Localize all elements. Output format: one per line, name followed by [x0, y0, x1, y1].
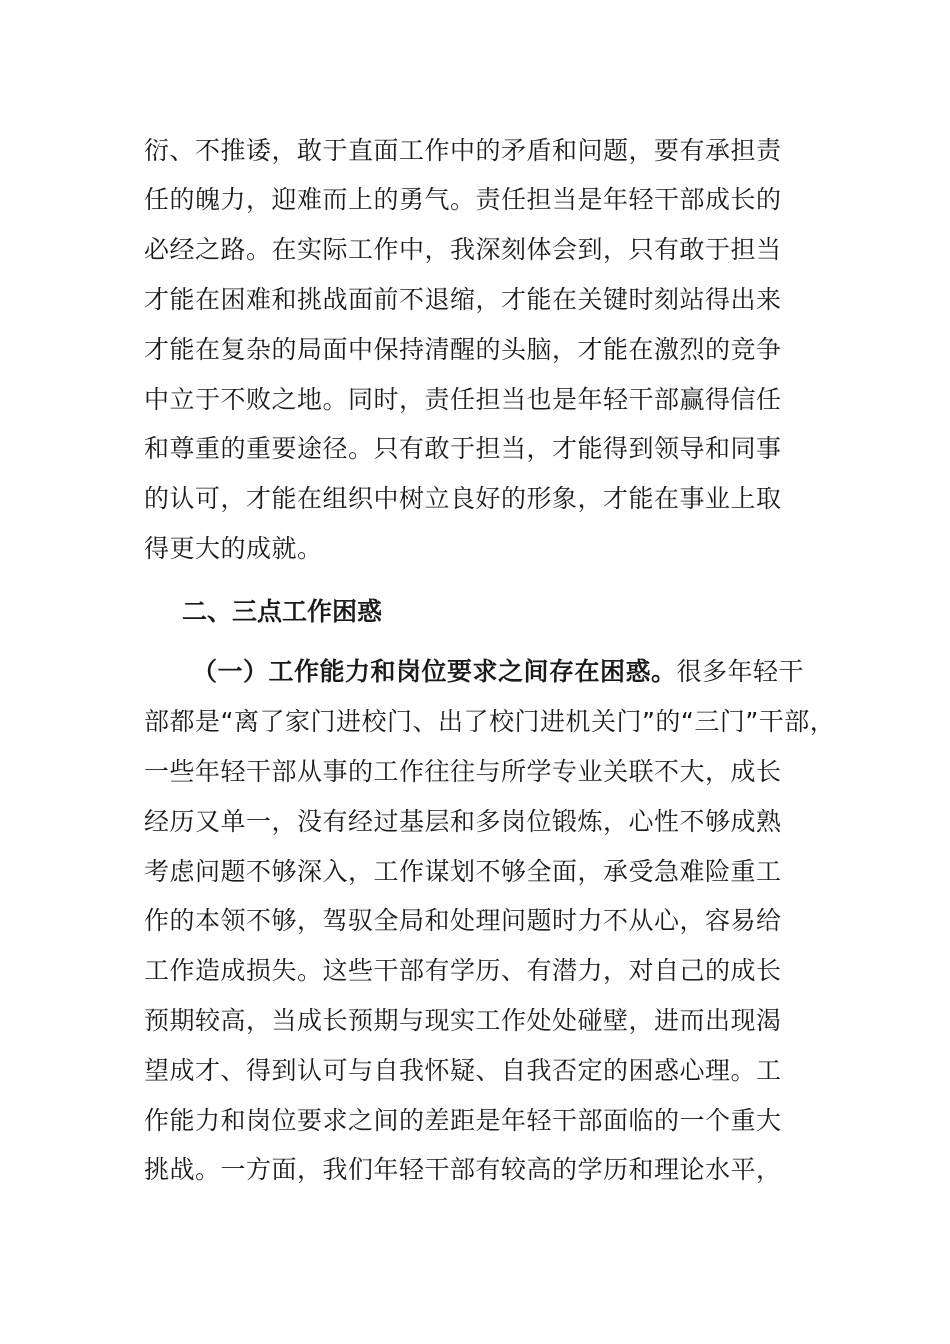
- paragraph-line: 才能在困难和挑战面前不退缩，才能在关键时刻站得出来: [144, 285, 782, 314]
- paragraph-line: 作的本领不够，驾驭全局和处理问题时力不从心，容易给: [144, 906, 782, 935]
- paragraph-line: 才能在复杂的局面中保持清醒的头脑，才能在激烈的竞争: [144, 335, 782, 364]
- lead-text: 很多年轻干: [676, 657, 805, 686]
- paragraph-line: 挑战。一方面，我们年轻干部有较高的学历和理论水平，: [144, 1155, 782, 1184]
- paragraph-line: 一些年轻干部从事的工作往往与所学专业关联不大，成长: [144, 757, 782, 786]
- paragraph-line: 和尊重的重要途径。只有敢于担当，才能得到领导和同事: [144, 434, 782, 463]
- paragraph-lead-line: [192, 656, 804, 688]
- paragraph-line: 预期较高，当成长预期与现实工作处处碰壁，进而出现渴: [144, 1006, 782, 1035]
- paragraph-line: 部都是“离了家门进校门、出了校门进机关门”的“三门”干部，: [144, 707, 836, 736]
- subsection-title: （一）工作能力和岗位要求之间存在困惑。: [192, 657, 677, 686]
- section-heading: 二、三点工作困惑: [182, 597, 383, 626]
- paragraph-line: 经历又单一，没有经过基层和多岗位锻炼，心性不够成熟: [144, 807, 782, 836]
- paragraph-line: 工作造成损失。这些干部有学历、有潜力，对自己的成长: [144, 956, 782, 985]
- paragraph-line: 考虑问题不够深入，工作谋划不够全面，承受急难险重工: [144, 857, 782, 886]
- paragraph-line: 作能力和岗位要求之间的差距是年轻干部面临的一个重大: [144, 1106, 782, 1135]
- paragraph-line: 衍、不推诿，敢于直面工作中的矛盾和问题，要有承担责: [144, 136, 782, 165]
- paragraph-line: 必经之路。在实际工作中，我深刻体会到，只有敢于担当: [144, 235, 782, 264]
- paragraph-line: 任的魄力，迎难而上的勇气。责任担当是年轻干部成长的: [144, 185, 782, 214]
- paragraph-line: 望成才、得到认可与自我怀疑、自我否定的困惑心理。工: [144, 1056, 782, 1085]
- paragraph-line: 的认可，才能在组织中树立良好的形象，才能在事业上取: [144, 484, 782, 513]
- paragraph-line: 中立于不败之地。同时，责任担当也是年轻干部赢得信任: [144, 385, 782, 414]
- paragraph-line: 得更大的成就。: [144, 534, 323, 563]
